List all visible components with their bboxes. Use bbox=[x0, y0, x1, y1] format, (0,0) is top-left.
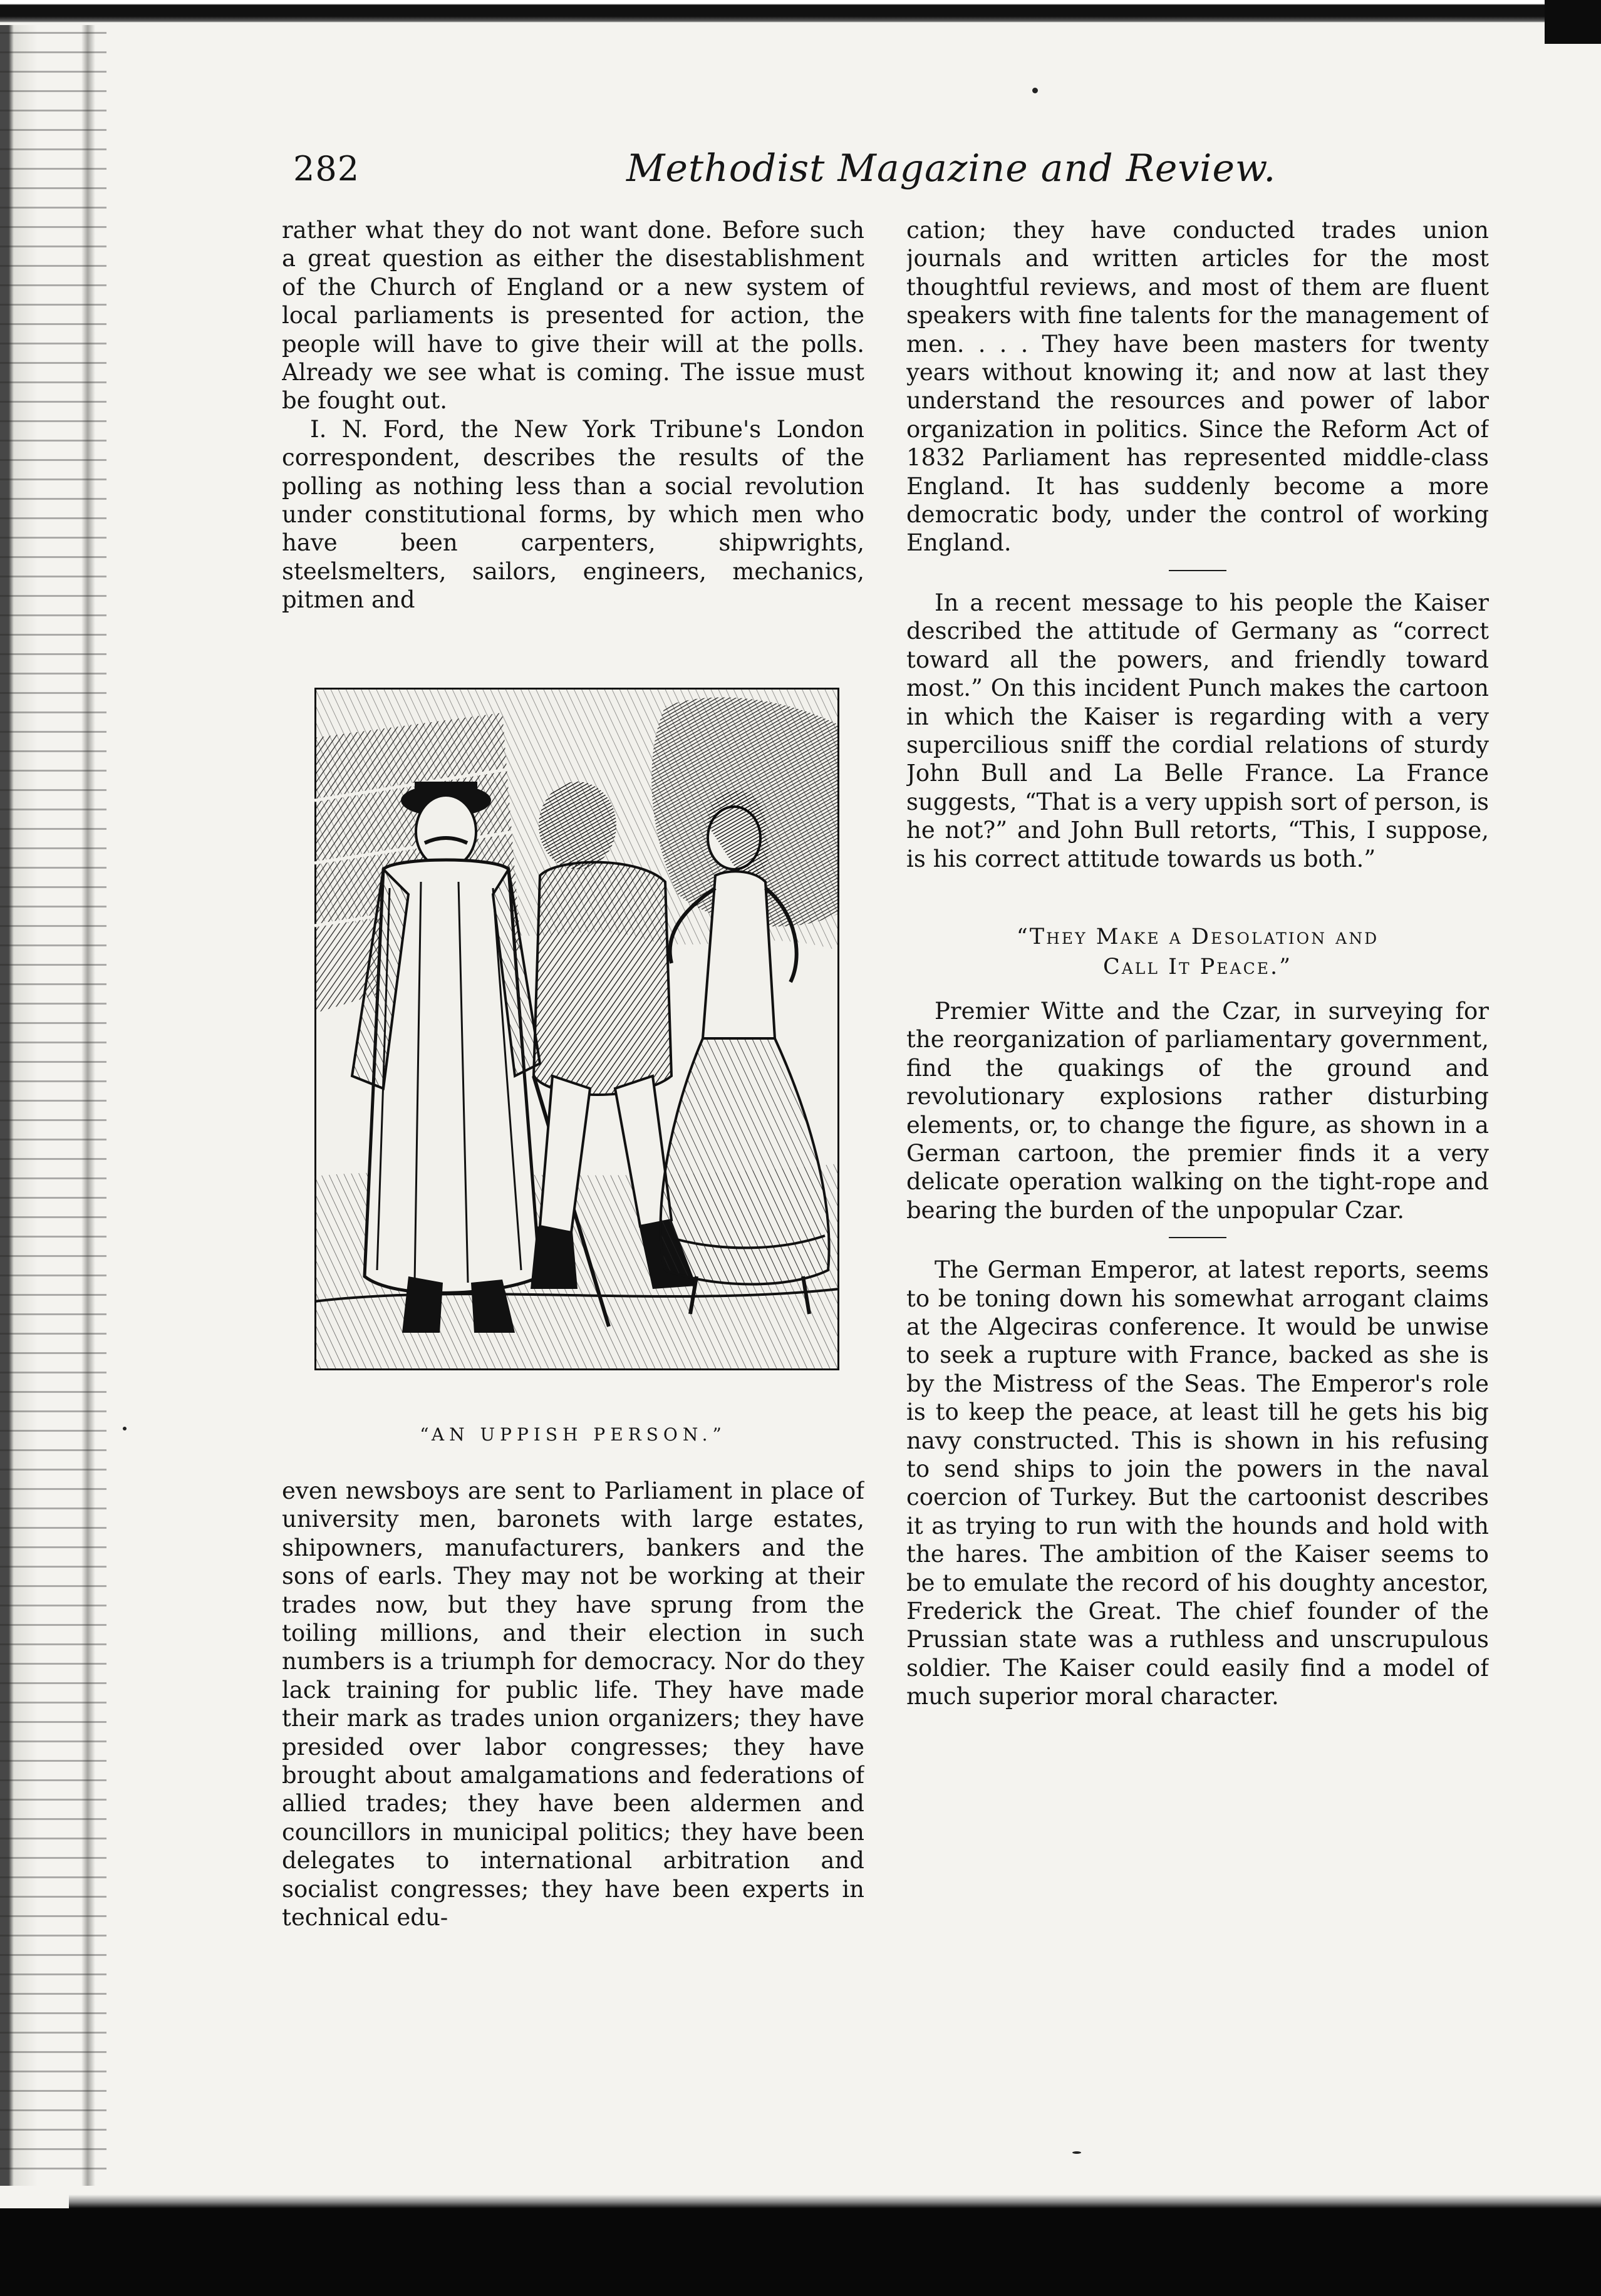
section-divider bbox=[1169, 1237, 1226, 1238]
cartoon-caption: “AN UPPISH PERSON.” bbox=[420, 1424, 727, 1445]
cartoon-illustration bbox=[314, 688, 839, 1370]
paragraph: I. N. Ford, the New York Tribune's London correspondent, describes the results of the polling as nothing less than a social revolution under constitutional forms, by which men who have been carpenters, shipwrights, steelsmelters, sailors, engineers, mechanics, pitmen and bbox=[282, 415, 864, 614]
scan-border-left bbox=[0, 25, 106, 2186]
paragraph: cation; they have conducted trades union journals and written articles for the most thoughtful reviews, and most of them are fluent speakers with fine talents for the management of men. . . . They have been masters for twenty years without knowing it; and now at last they understand the resources and power of labor organization in politics. Since the Reform Act of 1832 Parliament has represented middle-class England. It has suddenly become a more democratic body, under the control of working England. bbox=[906, 217, 1489, 557]
section-divider bbox=[1169, 570, 1226, 571]
paragraph: rather what they do not want done. Before such a great question as either the disestablishment of the Church of England or a new system of local parliaments is presented for action, the people will have to give their will at the polls. Already we see what is coming. The issue must be fought out. bbox=[282, 217, 864, 415]
scan-border-top bbox=[0, 0, 1601, 23]
paragraph: Premier Witte and the Czar, in surveying for the reorganization of parliamentary government, find the quakings of the ground and revolutionary explosions rather disturbing elements, or, to change the figure, as shown in a German cartoon, the premier finds it a very delicate operation walking on the tight-rope and bearing the burden of the unpopular Czar. bbox=[906, 997, 1489, 1224]
scan-border-bottom bbox=[0, 2208, 1601, 2296]
section-heading-line: Call It Peace.” bbox=[1102, 954, 1293, 980]
section-heading bbox=[906, 922, 1489, 982]
scan-speck bbox=[1072, 2151, 1081, 2154]
page-number: 282 bbox=[293, 149, 360, 189]
scan-speck bbox=[123, 1427, 127, 1430]
paragraph: even newsboys are sent to Parliament in place of university men, baronets with large estates, shipowners, manufacturers, bankers and the sons of earls. They may not be working at their trades now, but they have sprung from the toiling millions, and their election in such numbers is a triumph for democracy. Nor do they lack training for public life. They have made their mark as trades union organizers; they have presided over labor congresses; they have brought about amalgamations and federations of allied trades; they have been aldermen and councillors in municipal politics; they have been delegates to international arbitration and socialist congresses; they have been experts in technical edu- bbox=[282, 1477, 864, 1931]
left-column-bottom bbox=[282, 1477, 864, 1997]
paragraph: In a recent message to his people the Kaiser described the attitude of Germany as “correct toward all the powers, and friendly toward most.” On this incident Punch makes the cartoon in which the Kaiser is regarding with a very supercilious sniff the cordial relations of sturdy John Bull and La Belle France. La France suggests, “That is a very uppish sort of person, is he not?” and John Bull retorts, “This, I suppose, is his correct attitude towards us both.” bbox=[906, 589, 1489, 872]
running-title: Methodist Magazine and Review. bbox=[626, 147, 1277, 190]
scan-corner-dark bbox=[1545, 0, 1601, 44]
scan-speck bbox=[1032, 88, 1038, 93]
section-heading-line: “They Make a Desolation and bbox=[1016, 924, 1379, 949]
left-column-top bbox=[282, 216, 864, 636]
paragraph: The German Emperor, at latest reports, seems to be toning down his somewhat arrogant claims at the Algeciras conference. It would be unwise to seek a rupture with France, backed as she is by the Mistress of the Seas. The Emperor's role is to keep the peace, at least till he gets his big navy constructed. This is shown in his refusing to send ships to join the powers in the naval coercion of Turkey. But the cartoonist describes it as trying to run with the hounds and hold with the hares. The ambition of the Kaiser seems to be to emulate the record of his doughty ancestor, Frederick the Great. The chief founder of the Prussian state was a ruthless and unscrupulous soldier. The Kaiser could easily find a model of much superior moral character. bbox=[906, 1256, 1489, 1710]
right-column bbox=[906, 216, 1489, 2020]
running-head bbox=[288, 139, 1516, 195]
cartoon-drawing bbox=[314, 688, 839, 1370]
scan-edge-bottom bbox=[69, 2195, 1601, 2208]
